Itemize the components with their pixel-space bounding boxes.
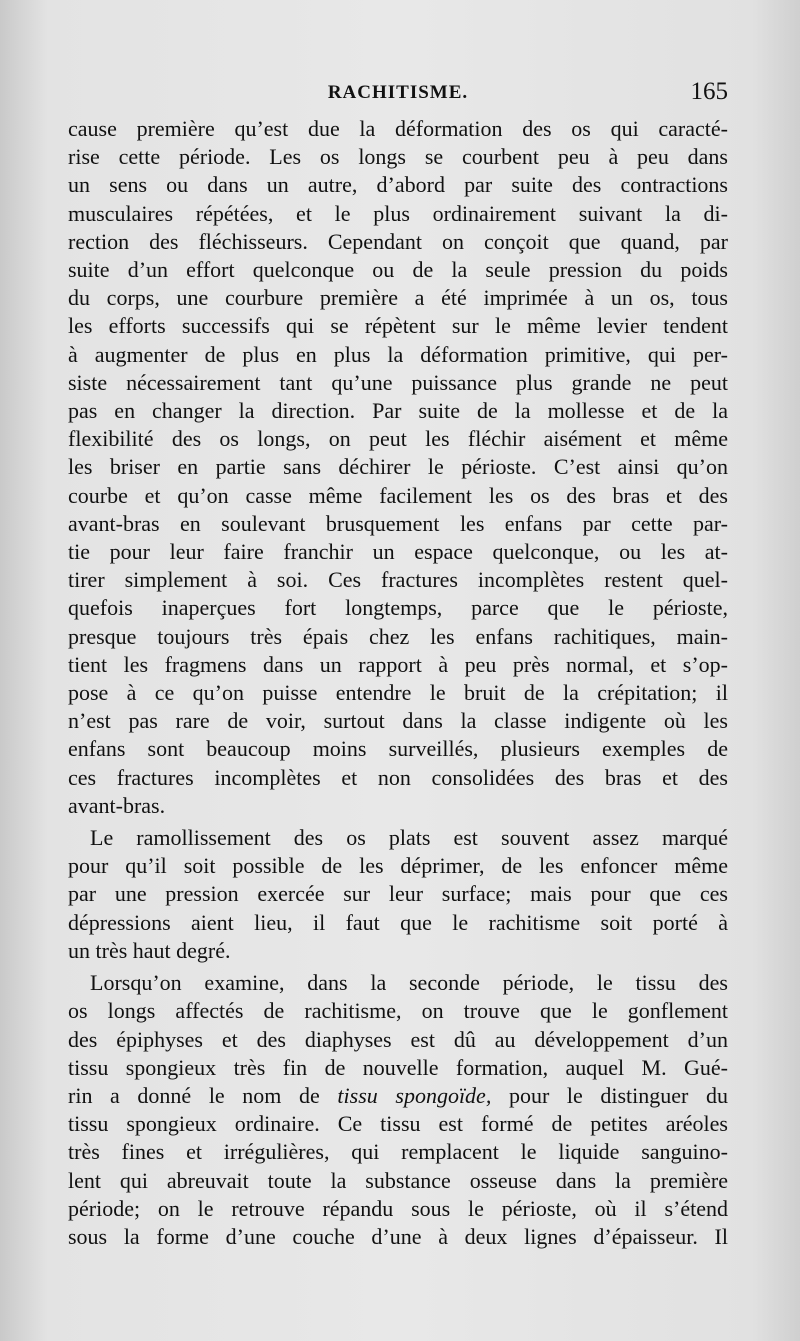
text-line: courbe et qu’on casse même facilement les os des bras et des bbox=[68, 482, 728, 508]
paragraph-1 bbox=[68, 115, 728, 820]
text-line: quefois inaperçues fort longtemps, parce que le périoste, bbox=[68, 595, 728, 621]
text-line: tissu spongieux très fin de nouvelle formation, auquel M. Gué- bbox=[68, 1054, 728, 1080]
text-run: rin a donné le nom de bbox=[68, 1082, 338, 1108]
body-text bbox=[68, 115, 728, 1255]
text-line: un très haut degré. bbox=[68, 937, 231, 963]
running-head bbox=[68, 78, 728, 112]
italic-term: tissu spongoïde, bbox=[337, 1082, 492, 1108]
text-line: enfans sont beaucoup moins surveillés, plusieurs exemples de bbox=[68, 736, 728, 762]
text-line: siste nécessairement tant qu’une puissance plus grande ne peut bbox=[68, 369, 728, 395]
text-line-mixed bbox=[68, 1082, 728, 1110]
text-line: ces fractures incomplètes et non consolidées des bras et des bbox=[68, 764, 728, 790]
text-line: les briser en partie sans déchirer le périoste. C’est ainsi qu’on bbox=[68, 454, 728, 480]
text-line: avant-bras. bbox=[68, 792, 166, 818]
text-line: dépressions aient lieu, il faut que le rachitisme soit porté à bbox=[68, 909, 728, 935]
text-line: des épiphyses et des diaphyses est dû au développement d’un bbox=[68, 1026, 728, 1052]
text-line: pas en changer la direction. Par suite de la mollesse et de la bbox=[68, 398, 728, 424]
text-line: tie pour leur faire franchir un espace quelconque, ou les at- bbox=[68, 539, 728, 565]
text-line: flexibilité des os longs, on peut les fléchir aisément et même bbox=[68, 426, 728, 452]
text-line: tissu spongieux ordinaire. Ce tissu est formé de petites aréoles bbox=[68, 1111, 728, 1137]
page-number: 165 bbox=[690, 78, 728, 105]
text-line: n’est pas rare de voir, surtout dans la classe indigente où les bbox=[68, 708, 728, 734]
paragraph-2 bbox=[68, 824, 728, 965]
text-line: du corps, une courbure première a été imprimée à un os, tous bbox=[68, 285, 728, 311]
text-line: avant-bras en soulevant brusquement les enfans par cette par- bbox=[68, 510, 728, 536]
text-line: très fines et irrégulières, qui remplacent le liquide sanguino- bbox=[68, 1139, 728, 1165]
text-line: période; on le retrouve répandu sous le périoste, où il s’étend bbox=[68, 1195, 728, 1221]
running-title: RACHITISME. bbox=[327, 82, 469, 103]
text-line: rise cette période. Les os longs se courbent peu à peu dans bbox=[68, 144, 728, 170]
text-line: presque toujours très épais chez les enfans rachitiques, main- bbox=[68, 623, 728, 649]
text-line: Le ramollissement des os plats est souvent assez marqué bbox=[90, 825, 728, 851]
text-line: cause première qu’est due la déformation des os qui caracté- bbox=[68, 116, 728, 141]
text-line: sous la forme d’une couche d’une à deux lignes d’épaisseur. Il bbox=[68, 1223, 728, 1249]
text-line: musculaires répétées, et le plus ordinairement suivant la di- bbox=[68, 200, 728, 226]
text-line: un sens ou dans un autre, d’abord par suite des contractions bbox=[68, 172, 728, 198]
text-line: pour qu’il soit possible de les déprimer, de les enfoncer même bbox=[68, 853, 728, 879]
text-run: pour le distinguer du bbox=[491, 1082, 728, 1108]
text-line: les efforts successifs qui se répètent sur le même levier tendent bbox=[68, 313, 728, 339]
text-line: par une pression exercée sur leur surface; mais pour que ces bbox=[68, 881, 728, 907]
text-line: pose à ce qu’on puisse entendre le bruit de la crépitation; il bbox=[68, 680, 728, 706]
text-line: lent qui abreuvait toute la substance osseuse dans la première bbox=[68, 1167, 728, 1193]
text-line: tirer simplement à soi. Ces fractures incomplètes restent quel- bbox=[68, 567, 728, 593]
text-line: à augmenter de plus en plus la déformation primitive, qui per- bbox=[68, 341, 728, 367]
paragraph-3 bbox=[68, 969, 728, 1251]
text-line: os longs affectés de rachitisme, on trouve que le gonflement bbox=[68, 998, 728, 1024]
text-line: rection des fléchisseurs. Cependant on conçoit que quand, par bbox=[68, 228, 728, 254]
text-line: suite d’un effort quelconque ou de la seule pression du poids bbox=[68, 257, 728, 283]
text-line: Lorsqu’on examine, dans la seconde période, le tissu des bbox=[90, 970, 728, 996]
text-line: tient les fragmens dans un rapport à peu près normal, et s’op- bbox=[68, 651, 728, 677]
